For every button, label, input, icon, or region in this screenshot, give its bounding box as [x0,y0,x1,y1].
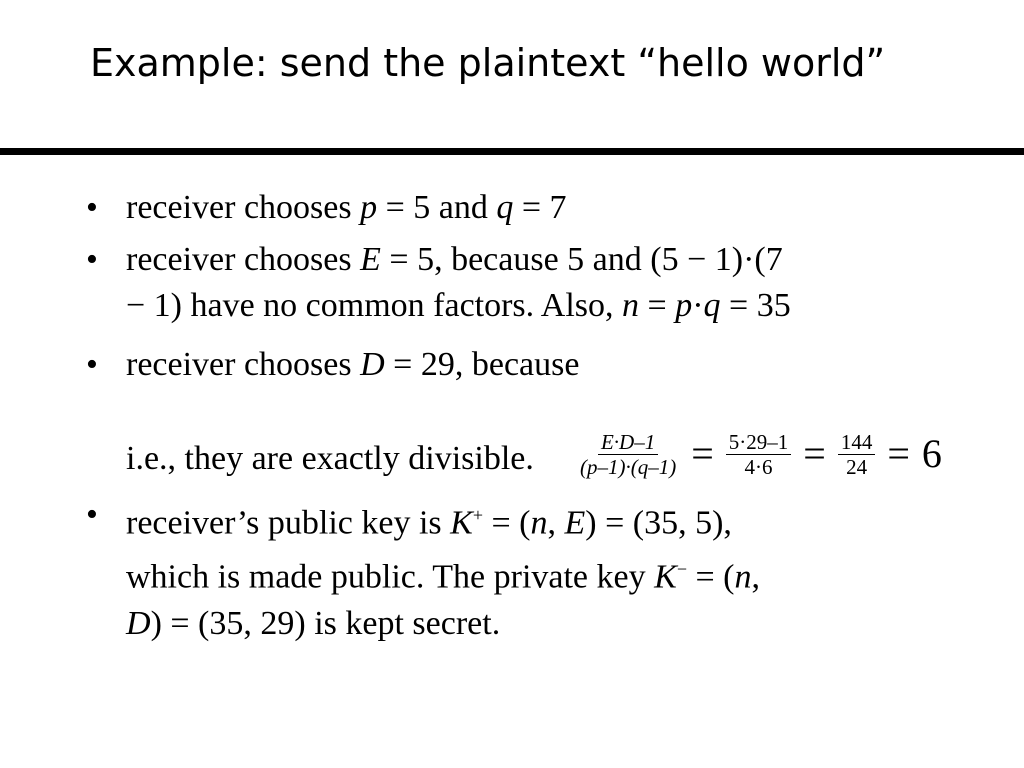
fraction-denominator: 4·6 [744,454,773,479]
text: = ( [483,504,531,542]
text: receiver chooses [126,189,361,226]
multiply-dot: · [692,287,704,324]
fraction-denominator: (p–1)·(q–1) [580,454,677,479]
bullet-choose-e [86,237,986,342]
text: = 5 and [377,189,497,226]
var-d: D [360,346,385,383]
var-n: n [530,504,548,542]
var-q: q [703,287,721,324]
var-e: E [564,504,586,542]
text: , [547,504,565,542]
superscript-minus: − [676,559,687,580]
text: ) = (35, 5), [585,504,732,542]
text: = [639,287,676,324]
var-e: E [360,241,381,278]
bullet-line [126,237,986,283]
bullet-line [126,492,986,546]
bullet-public-key [86,492,986,647]
superscript-plus: + [472,505,483,525]
title-divider [0,148,1024,155]
bullet-line [126,342,986,388]
var-p: p [675,287,693,324]
bullet-line [126,546,986,600]
bullet-marker: • [86,496,98,533]
text: receiver chooses [126,241,361,278]
text: − 1) have no common factors. Also, [126,287,623,324]
fraction-denominator: 24 [846,454,868,479]
fraction-values [726,431,792,478]
divisibility-formula [577,426,942,482]
text: , [751,558,760,596]
text: = 29, because [384,346,580,383]
text: = 5, because 5 and (5 − 1)·(7 [380,241,783,278]
bullet-line [126,601,986,647]
bullet-list [86,185,986,647]
text: receiver chooses [126,346,361,383]
bullet-line [126,185,986,231]
text: ) = (35, 29) is kept secret. [150,604,501,642]
text: = ( [686,558,735,596]
var-d: D [126,604,151,642]
equals-sign: = [803,431,826,476]
bullet-marker: • [86,346,98,383]
var-p: p [360,189,378,226]
slide-title: Example: send the plaintext “hello world” [90,41,886,85]
text: = 35 [720,287,791,324]
bullet-line [126,283,986,329]
var-k: K [654,558,677,596]
text: receiver’s public key is [126,504,451,542]
fraction-numerator: 5·29–1 [726,431,792,455]
fraction-ed [577,431,679,478]
bullet-marker: • [86,241,98,278]
text: = 7 [513,189,567,226]
var-n: n [734,558,752,596]
text: which is made public. The private key [126,558,655,596]
equals-sign: = [691,431,714,476]
bullet-marker: • [86,189,98,226]
formula-result: 6 [921,431,942,476]
equals-sign: = [887,431,910,476]
divisible-note: i.e., they are exactly divisible. [126,440,534,477]
var-q: q [496,189,514,226]
fraction-numerator: E·D–1 [598,431,658,455]
fraction-numerator: 144 [838,431,876,455]
var-k: K [450,504,473,542]
fraction-result [838,431,876,478]
bullet-choose-pq [86,185,986,237]
var-n: n [622,287,640,324]
